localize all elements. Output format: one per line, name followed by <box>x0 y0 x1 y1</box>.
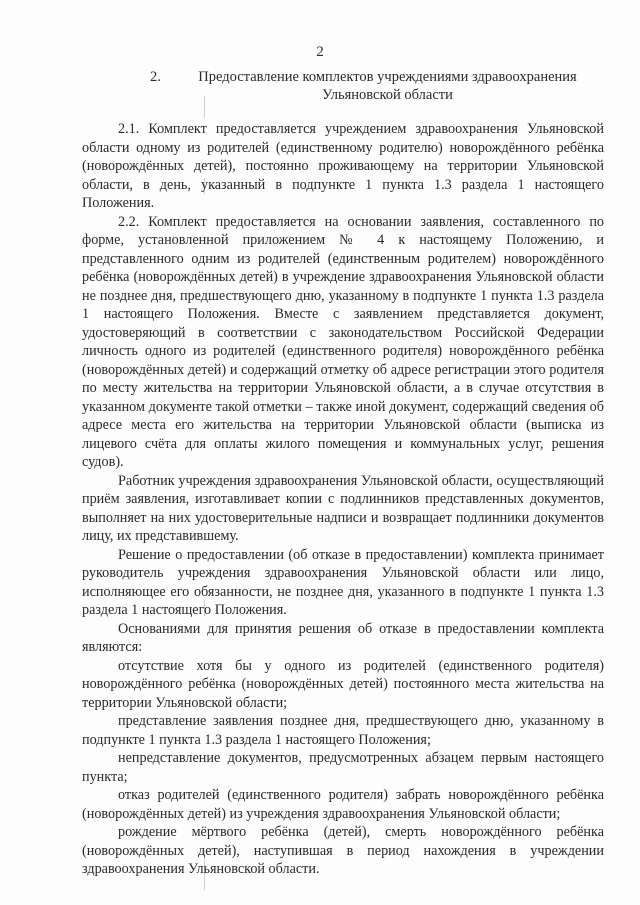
paragraph: отказ родителей (единственного родителя) забрать новорождённого ребёнка (новорождённых детей) из учреждения здравоохранения Ульяновской области; <box>82 787 604 822</box>
paragraph: отсутствие хотя бы у одного из родителей (единственного родителя) новорождённого ребёнка (новорождённых детей) постоянного места жительства на территории Ульяновской области; <box>82 657 604 711</box>
section-heading <box>150 68 590 104</box>
paragraph: непредставление документов, предусмотренных абзацем первым настоящего пункта; <box>82 750 604 785</box>
page-number: 2 <box>316 44 324 60</box>
paragraph: 2.1. Комплект предоставляется учреждением здравоохранения Ульяновской области одному из родителей (единственному родителю) новорождённого ребёнка (новорождённых детей), постоянно проживающему на территории Ульяновской области, в день, указанный в подпункте 1 пункта 1.3 раздела 1 настоящего Положения. <box>82 121 604 211</box>
paragraph: 2.2. Комплект предоставляется на основании заявления, составленного по форме, установленной приложением № 4 к настоящему Положению, и представленного одним из родителей (единственным родителем) новорождённого ребёнка (новорождённых детей) в учреждение здравоохранения Ульяновской области не позднее дня, предшествующего дню, указанному в подпункте 1 пункта 1.3 раздела 1 настоящего Положения. Вместе с заявлением представляется документ, удостоверяющий в соответствии с законодательством Российской Федерации личность одного из родителей (единственного родителя) новорождённого ребёнка (новорождённых детей) и содержащий отметку об адресе регистрации этого родителя по месту жительства на территории Ульяновской области, а в случае отсутствия в указанном документе такой отметки – также иной документ, содержащий сведения об адресе места его жительства на территории Ульяновской области (выписка из лицевого счёта для оплаты жилого помещения и коммунальных услуг, решения судов). <box>82 213 604 470</box>
document-body <box>82 120 604 879</box>
paragraph: рождение мёртвого ребёнка (детей), смерть новорождённого ребёнка (новорождённых детей), наступившая в период нахождения в учреждении здравоохранения Ульяновской области. <box>82 824 604 877</box>
paragraph: Работник учреждения здравоохранения Ульяновской области, осуществляющий приём заявления, изготавливает копии с подлинников представленных документов, выполняет на них удостоверительные надписи и возвращает подлинники документов лицу, их представившему. <box>82 472 604 544</box>
paragraph: представление заявления позднее дня, предшествующего дню, указанному в подпункте 1 пункта 1.3 раздела 1 настоящего Положения; <box>82 713 604 748</box>
paragraph: Решение о предоставлении (об отказе в предоставлении) комплекта принимает руководитель учреждения здравоохранения Ульяновской области или лицо, исполняющее его обязанности, не позднее дня, указанного в подпункте 1 пункта 1.3 раздела 1 настоящего Положения. <box>82 546 604 618</box>
paragraph: Основаниями для принятия решения об отказе в предоставлении комплекта являются: <box>82 620 604 655</box>
section-number: 2. <box>150 69 161 85</box>
section-title: Предоставление комплектов учреждениями здравоохранения Ульяновской области <box>198 69 577 103</box>
